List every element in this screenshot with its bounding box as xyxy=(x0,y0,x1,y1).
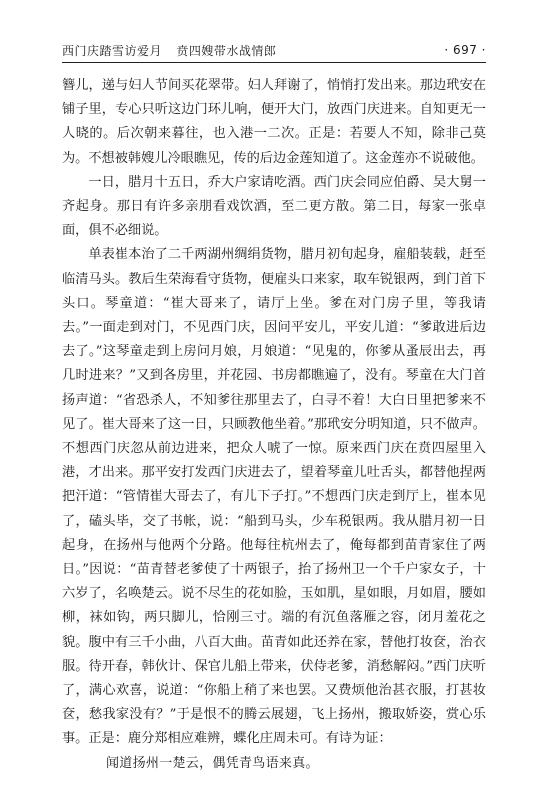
poem-line: 闻道扬州一楚云，偶凭青鸟语来真。 xyxy=(106,755,319,771)
chapter-title-first: 西门庆踏雪访爱月 xyxy=(62,43,163,58)
running-header xyxy=(62,40,486,60)
chapter-titles xyxy=(62,42,276,59)
paragraph: 单表崔本治了二千两湖州绸绢货物，腊月初旬起身，雇船装载，赶至临清马头。教后生荣海看守货物，便雇头口来家，取车锐银两，到门首下头口。琴童道：“崔大哥来了，请厅上坐。爹在对门房子里，等我请去。”一面走到对门，不见西门庆，因问平安儿，平安儿道：“爹敢进后边去了。”这琴童走到上房问月娘，月娘道：“见鬼的，你爹从蚤辰出去，再几时进来？”又到各房里，并花园、书房都瞧遍了，没有。琴童在大门首扬声道：“省恐杀人，不知爹往那里去了，白寻不着！大白日里把爹来不见了。崔大哥来了这一日，只顾教他坐着。”那玳安分明知道，只不做声。不想西门庆忽从前边进来，把众人唬了一惊。原来西门庆在贲四屋里入港，才出来。那平安打发西门庆进去了，望着琴童儿吐舌头，都替他捏两把汗道：“管情崔大哥去了，有儿下子打。”不想西门庆走到厅上，崔本见了，磕头毕，交了书帐，说：“船到马头，少车税银两。我从腊月初一日起身，在扬州与他两个分路。他每往杭州去了，俺每都到苗青家住了两日。”因说：“苗青替老爹使了十两银子，抬了扬州卫一个千户家女子，十六岁了，名唤楚云。说不尽生的花如脸，玉如肌，星如眼，月如眉，腰如柳，袜如钩，两只脚儿，恰刚三寸。端的有沉鱼落雁之容，闭月羞花之貌。腹中有三千小曲，八百大曲。苗青如此还养在家，替他打妆奁，治衣服。待开春，韩伙计、保官儿船上带来，伏侍老爹，消愁解闷。”西门庆听了，满心欢喜，说道：“你船上稍了来也罢。又费烦他治甚衣服，打甚妆奁，愁我家没有？”于是恨不的腾云展翅，飞上扬州，搬取娇姿，赏心乐事。正是：鹿分郑相应难辨，蝶化庄周未可。有诗为证： xyxy=(62,247,486,747)
body-text xyxy=(62,74,486,776)
paragraph: 簪儿，递与妇人节间买花翠带。妇人拜谢了，悄悄打发出来。那边玳安在铺子里，专心只听这边门环儿响，便开大门，放西门庆进来。自知更无一人晓的。后次朝来暮往，也入港一二次。正是：若要人不知，除非己莫为。不想被韩嫂儿冷眼瞧见，传的后边金莲知道了。这金莲亦不说破他。 xyxy=(62,78,486,166)
chapter-title-second: 贲四嫂带水战情郎 xyxy=(176,43,277,58)
paragraph: 一日，腊月十五日，乔大户家请吃酒。西门庆会同应伯爵、吴大舅一齐起身。那日有许多亲朋看戏饮酒，至二更方散。第二日，每家一张卓面，俱不必细说。 xyxy=(62,174,486,239)
page-number: · 697 · xyxy=(444,43,486,57)
header-rule xyxy=(62,62,486,63)
